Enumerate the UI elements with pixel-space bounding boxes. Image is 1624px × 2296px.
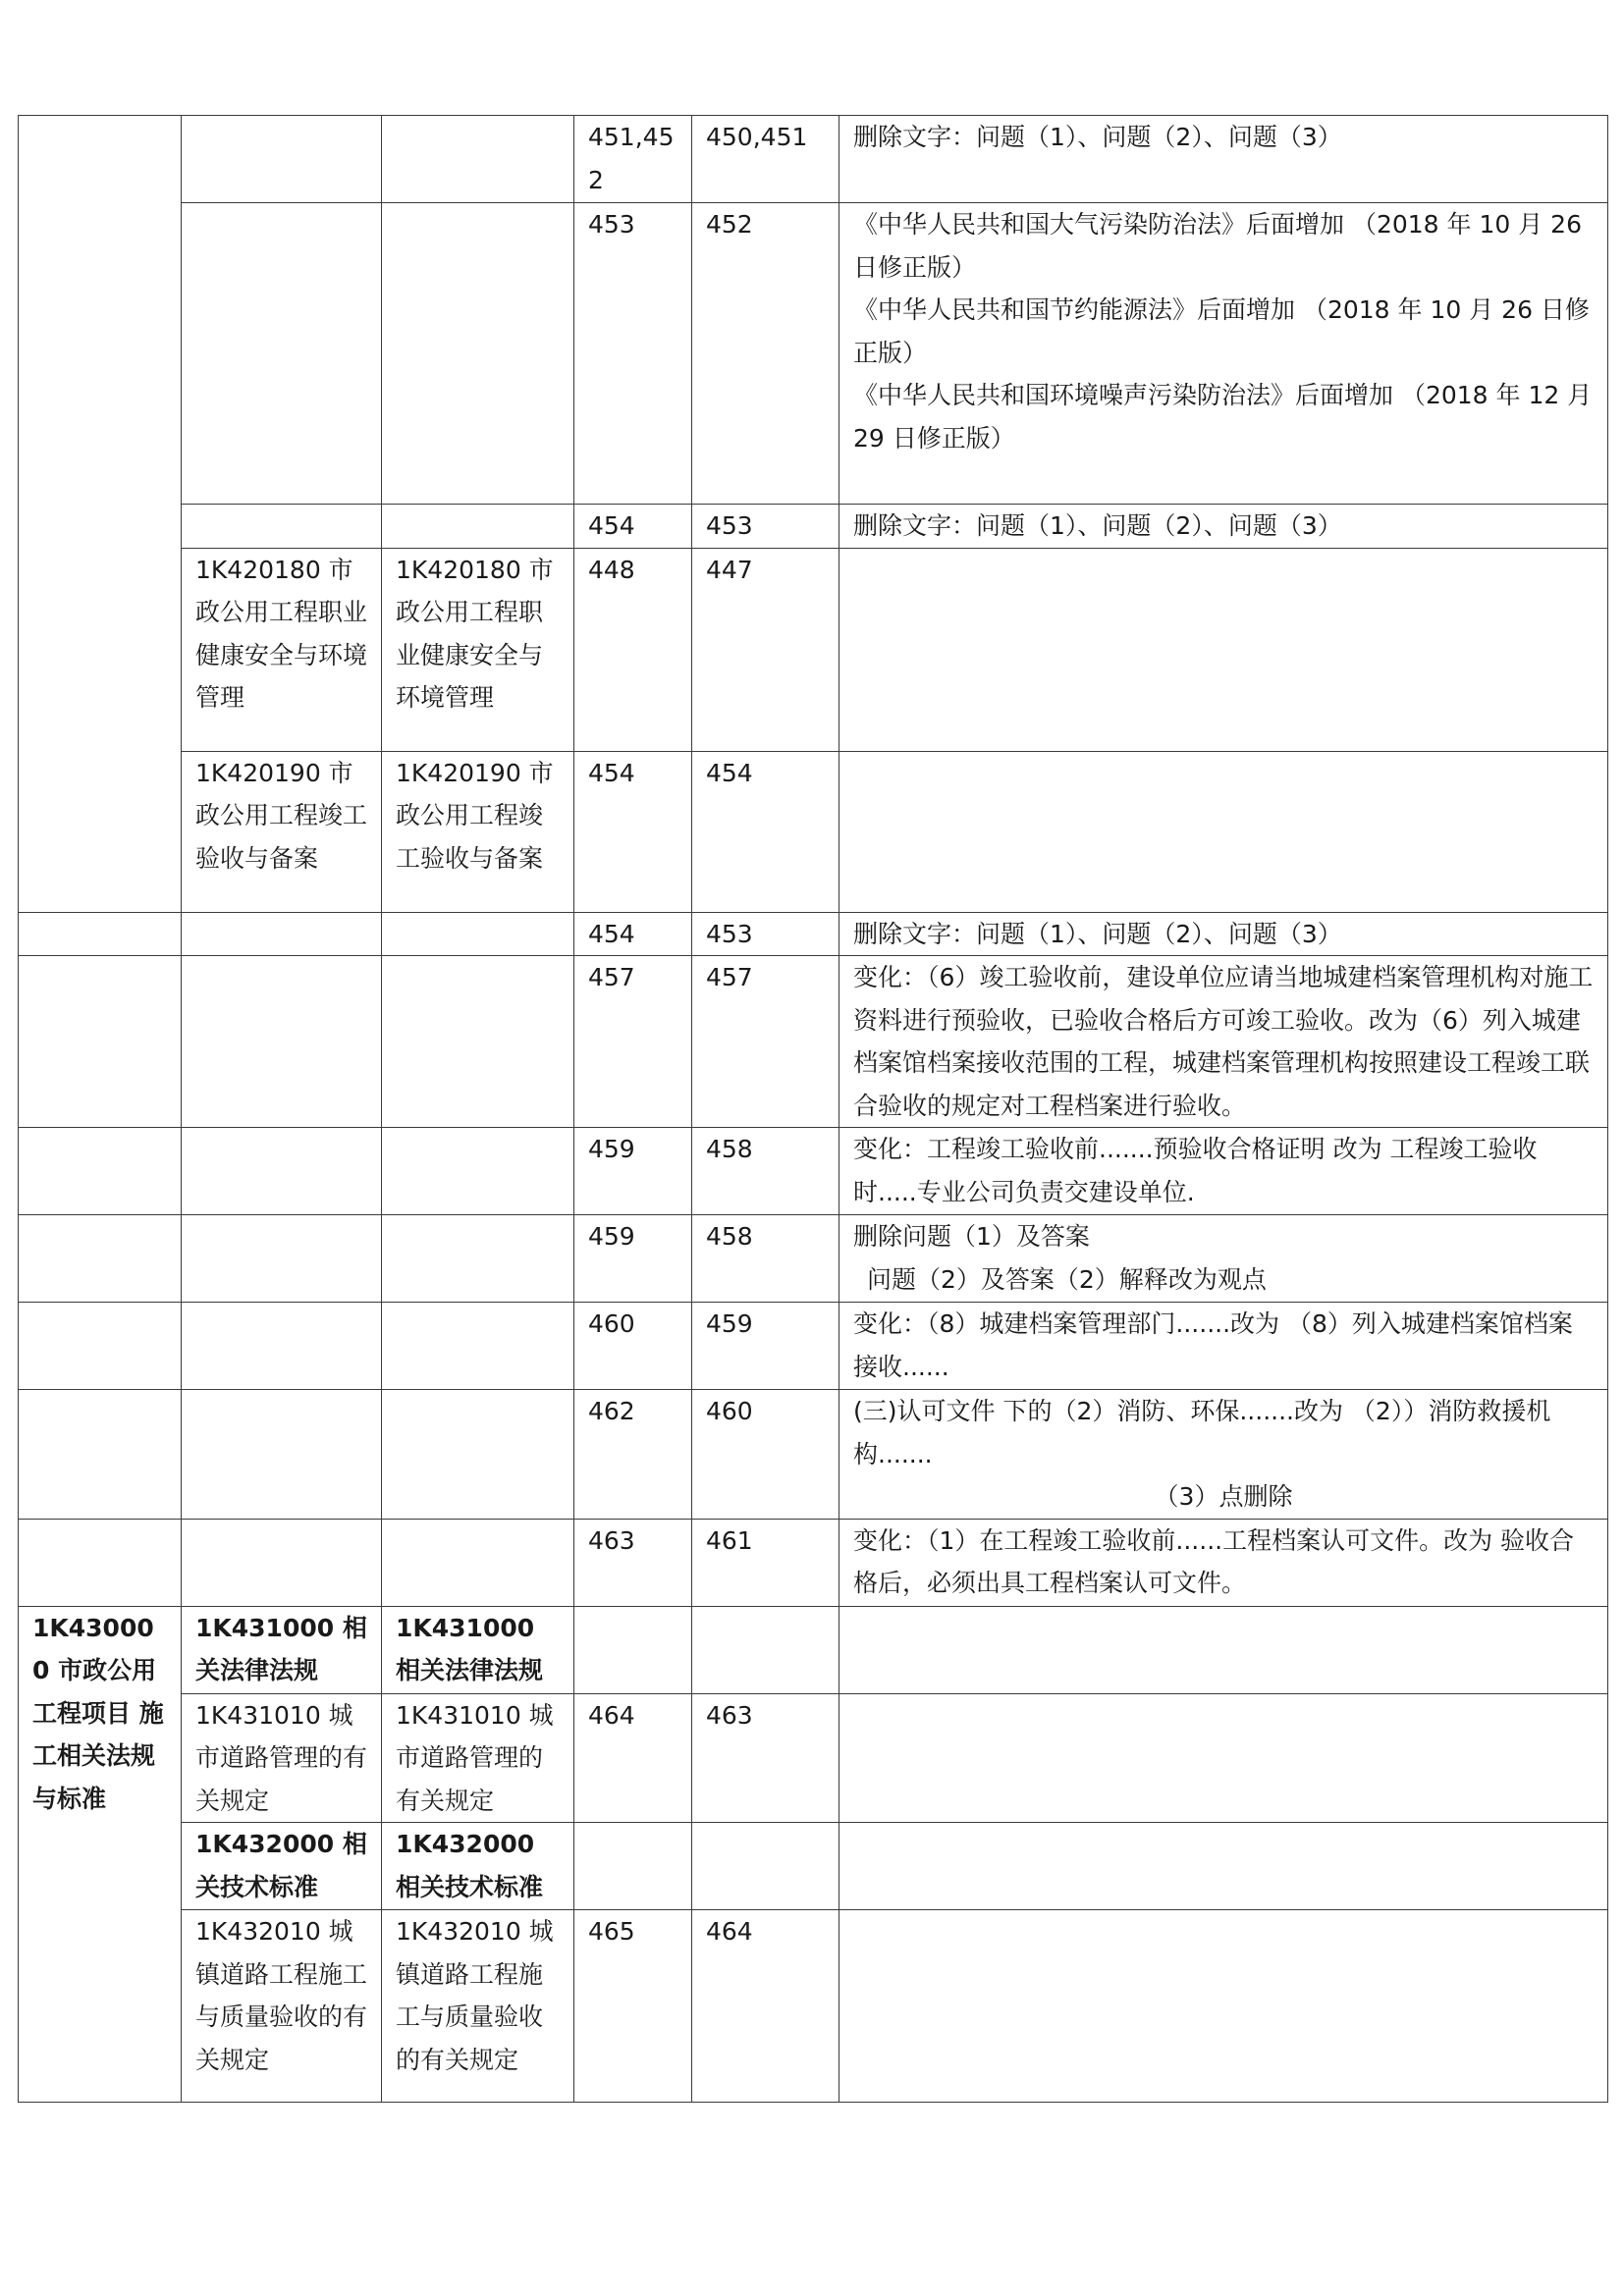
table-row — [19, 1303, 1608, 1390]
section-cell: 1K432000 相关技术标准 — [182, 1823, 382, 1910]
new-page-cell: 461 — [692, 1519, 839, 1606]
change-note-cell: 变化：（6）竣工验收前，建设单位应请当地城建档案管理机构对施工资料进行预验收，已验收合格后方可竣工验收。改为（6）列入城建档案馆档案接收范围的工程，城建档案管理机构按照建设工程竣工联合验收的规定对工程档案进行验收。 — [839, 956, 1608, 1128]
change-note-cell — [839, 751, 1608, 912]
table-row — [19, 203, 1608, 505]
section-cell — [182, 116, 382, 203]
subsection-cell — [382, 203, 574, 505]
note-line: (三)认可文件 下的（2）消防、环保.......改为 （2））消防救援机构....... — [853, 1397, 1551, 1468]
subsection-cell — [382, 116, 574, 203]
change-note-cell — [839, 1910, 1608, 2103]
subsection-cell — [382, 1390, 574, 1520]
section-cell — [182, 1128, 382, 1215]
subsection-cell — [382, 956, 574, 1128]
chapter-cell — [19, 912, 182, 956]
old-page-cell: 451,452 — [574, 116, 692, 203]
new-page-cell: 450,451 — [692, 116, 839, 203]
section-cell: 1K431010 城市道路管理的有关规定 — [182, 1693, 382, 1823]
old-page-cell: 453 — [574, 203, 692, 505]
old-page-cell: 464 — [574, 1693, 692, 1823]
new-page-cell: 453 — [692, 505, 839, 549]
change-note-cell: 变化：工程竣工验收前.......预验收合格证明 改为 工程竣工验收时.....专业公司负责交建设单位. — [839, 1128, 1608, 1215]
change-note-cell — [839, 548, 1608, 751]
table-row — [19, 116, 1608, 203]
table-row — [19, 956, 1608, 1128]
change-note-cell: 《中华人民共和国大气污染防治法》后面增加 （2018 年 10 月 26 日修正版） 《中华人民共和国节约能源法》后面增加 （2018 年 10 月 26 日修正版） 《中华人民共和国环境噪声污染防治法》后面增加 （2018 年 12 月 29 日修正版） — [839, 203, 1608, 505]
new-page-cell — [692, 1606, 839, 1693]
old-page-cell: 454 — [574, 505, 692, 549]
new-page-cell: 454 — [692, 751, 839, 912]
change-note-cell: 删除文字：问题（1）、问题（2）、问题（3） — [839, 912, 1608, 956]
table-row — [19, 1910, 1608, 2103]
new-page-cell: 459 — [692, 1303, 839, 1390]
subsection-cell: 1K420180 市政公用工程职业健康安全与环境管理 — [382, 548, 574, 751]
subsection-cell — [382, 1128, 574, 1215]
new-page-cell: 447 — [692, 548, 839, 751]
old-page-cell: 462 — [574, 1390, 692, 1520]
old-page-cell: 454 — [574, 751, 692, 912]
section-cell — [182, 1215, 382, 1303]
change-note-cell: 变化：（8）城建档案管理部门.......改为 （8）列入城建档案馆档案接收...... — [839, 1303, 1608, 1390]
note-line: （3）点删除 — [1154, 1482, 1293, 1511]
table-row — [19, 1215, 1608, 1303]
change-note-cell — [839, 1215, 1608, 1303]
old-page-cell: 459 — [574, 1128, 692, 1215]
old-page-cell: 457 — [574, 956, 692, 1128]
new-page-cell: 460 — [692, 1390, 839, 1520]
change-note-cell — [839, 1823, 1608, 1910]
chapter-cell — [19, 1519, 182, 1606]
change-note-cell: 变化：（1）在工程竣工验收前......工程档案认可文件。改为 验收合格后，必须出具工程档案认可文件。 — [839, 1519, 1608, 1606]
table-row — [19, 505, 1608, 549]
table-row — [19, 1693, 1608, 1823]
subsection-cell: 1K420190 市政公用工程竣工验收与备案 — [382, 751, 574, 912]
new-page-cell: 458 — [692, 1215, 839, 1303]
note-line: 问题（2）及答案（2）解释改为观点 — [867, 1264, 1267, 1294]
new-page-cell: 464 — [692, 1910, 839, 2103]
revision-table — [18, 115, 1608, 2103]
subsection-cell — [382, 912, 574, 956]
old-page-cell — [574, 1823, 692, 1910]
new-page-cell — [692, 1823, 839, 1910]
section-cell — [182, 912, 382, 956]
table-row — [19, 1390, 1608, 1520]
chapter-cell: 1K430000 市政公用工程项目 施工相关法规与标准 — [19, 1606, 182, 2103]
table-row — [19, 1519, 1608, 1606]
change-note-cell — [839, 1606, 1608, 1693]
subsection-cell: 1K431000 相关法律法规 — [382, 1606, 574, 1693]
section-cell: 1K420190 市政公用工程竣工验收与备案 — [182, 751, 382, 912]
old-page-cell: 460 — [574, 1303, 692, 1390]
change-note-cell — [839, 1390, 1608, 1520]
table-row — [19, 912, 1608, 956]
section-cell: 1K432010 城镇道路工程施工与质量验收的有关规定 — [182, 1910, 382, 2103]
section-cell: 1K420180 市政公用工程职业健康安全与环境管理 — [182, 548, 382, 751]
subsection-cell: 1K432010 城镇道路工程施工与质量验收的有关规定 — [382, 1910, 574, 2103]
section-cell — [182, 203, 382, 505]
chapter-cell — [19, 1128, 182, 1215]
subsection-cell: 1K431010 城市道路管理的有关规定 — [382, 1693, 574, 1823]
chapter-cell — [19, 1303, 182, 1390]
subsection-cell — [382, 1215, 574, 1303]
old-page-cell: 459 — [574, 1215, 692, 1303]
old-page-cell: 448 — [574, 548, 692, 751]
table-row — [19, 751, 1608, 912]
subsection-cell — [382, 1519, 574, 1606]
subsection-cell: 1K432000 相关技术标准 — [382, 1823, 574, 1910]
new-page-cell: 458 — [692, 1128, 839, 1215]
old-page-cell: 463 — [574, 1519, 692, 1606]
old-page-cell: 454 — [574, 912, 692, 956]
subsection-cell — [382, 505, 574, 549]
table-row — [19, 1823, 1608, 1910]
chapter-cell — [19, 1215, 182, 1303]
new-page-cell: 453 — [692, 912, 839, 956]
section-cell — [182, 1519, 382, 1606]
section-cell — [182, 1303, 382, 1390]
table-row — [19, 1128, 1608, 1215]
section-cell: 1K431000 相关法律法规 — [182, 1606, 382, 1693]
section-cell — [182, 956, 382, 1128]
note-line: 删除问题（1）及答案 — [853, 1222, 1090, 1251]
chapter-cell — [19, 116, 182, 913]
old-page-cell — [574, 1606, 692, 1693]
table-row — [19, 548, 1608, 751]
chapter-cell — [19, 956, 182, 1128]
chapter-cell — [19, 1390, 182, 1520]
old-page-cell: 465 — [574, 1910, 692, 2103]
section-cell — [182, 505, 382, 549]
new-page-cell: 463 — [692, 1693, 839, 1823]
change-note-cell: 删除文字：问题（1）、问题（2）、问题（3） — [839, 505, 1608, 549]
new-page-cell: 457 — [692, 956, 839, 1128]
new-page-cell: 452 — [692, 203, 839, 505]
subsection-cell — [382, 1303, 574, 1390]
table-row — [19, 1606, 1608, 1693]
section-cell — [182, 1390, 382, 1520]
change-note-cell — [839, 1693, 1608, 1823]
change-note-cell: 删除文字：问题（1）、问题（2）、问题（3） — [839, 116, 1608, 203]
